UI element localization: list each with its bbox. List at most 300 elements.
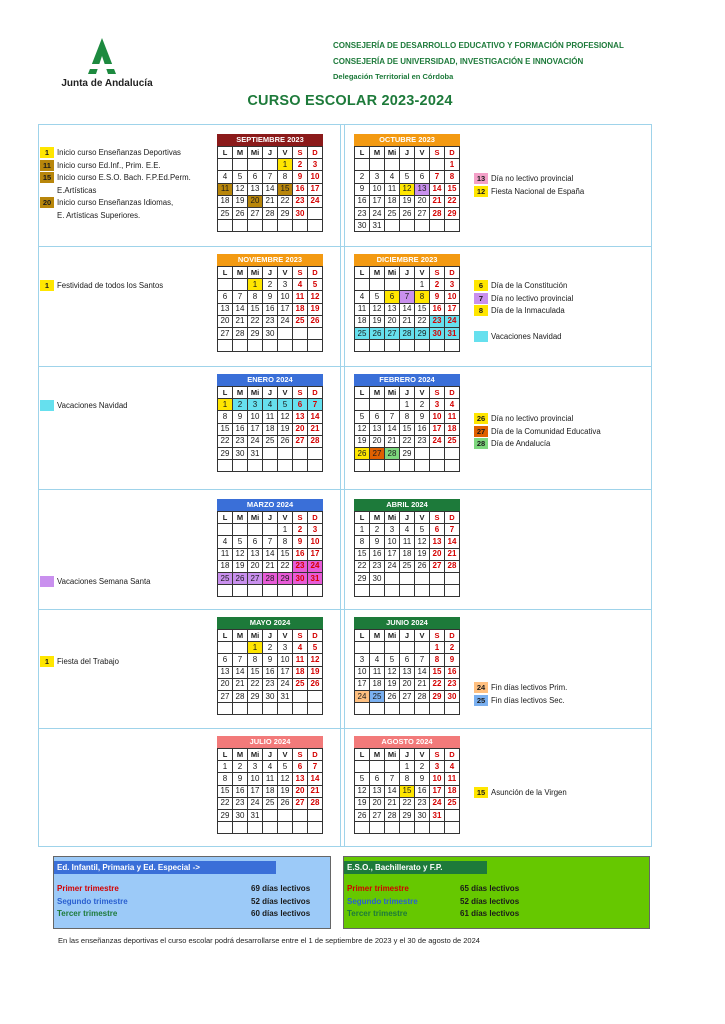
legend-text: Día no lectivo provincial [491,414,574,423]
day-cell: 2 [263,279,278,291]
day-cell: 28 [263,572,278,584]
legend-item [40,210,191,223]
day-cell [430,822,445,834]
day-cell [218,159,233,171]
day-cell [385,340,400,352]
header-line-1: CONSEJERÍA DE DESARROLLO EDUCATIVO Y FORMACIÓN PROFESIONAL [333,41,624,50]
day-cell: 19 [278,423,293,435]
day-cell [370,761,385,773]
day-cell: 10 [385,536,400,548]
day-cell: 21 [400,315,415,327]
trimester-row [347,896,520,908]
day-cell: 14 [233,303,248,315]
legend-swatch: 25 [474,695,488,706]
day-cell: 20 [400,678,415,690]
day-cell: 16 [445,666,460,678]
day-cell [445,220,460,232]
legend-item [40,160,191,173]
weekday-header: D [308,387,323,399]
weekday-header: L [218,387,233,399]
day-cell: 8 [248,291,263,303]
day-cell: 21 [308,423,323,435]
day-cell: 30 [430,327,445,339]
day-cell: 19 [370,315,385,327]
weekday-header: V [415,630,430,642]
weekday-header: L [355,147,370,159]
day-cell [218,524,233,536]
weekday-header: L [355,512,370,524]
trimester-days: 69 días lectivos [251,884,311,893]
day-cell: 5 [278,761,293,773]
day-cell: 15 [218,785,233,797]
day-cell: 27 [248,572,263,584]
day-cell [263,340,278,352]
day-cell: 21 [445,548,460,560]
day-cell [445,572,460,584]
day-cell [293,585,308,597]
day-cell [400,159,415,171]
day-cell: 12 [233,548,248,560]
legend-item [40,172,191,185]
trimester-row [57,908,311,920]
day-cell: 24 [355,690,370,702]
day-cell [233,279,248,291]
weekday-header: L [218,512,233,524]
legend-text: Fin días lectivos Prim. [491,683,568,692]
legend-text: Fin días lectivos Sec. [491,695,565,705]
day-cell: 1 [400,399,415,411]
weekday-header: M [370,512,385,524]
day-cell: 1 [278,524,293,536]
day-cell: 11 [263,411,278,423]
weekday-header: V [278,512,293,524]
grid-divider [38,124,39,846]
month-calendar [354,254,460,352]
day-cell: 20 [248,560,263,572]
day-cell [293,822,308,834]
day-cell: 3 [248,399,263,411]
day-cell: 13 [400,666,415,678]
weekday-header: Mi [385,267,400,279]
day-cell: 31 [430,809,445,821]
header-line-2: CONSEJERÍA DE UNIVERSIDAD, INVESTIGACIÓN E INNOVACIÓN [333,56,584,66]
day-cell [415,460,430,472]
day-cell: 3 [308,524,323,536]
day-cell: 30 [263,690,278,702]
day-cell: 10 [308,536,323,548]
grid-divider [344,124,345,846]
day-cell: 9 [233,411,248,423]
day-cell: 17 [430,785,445,797]
day-cell: 27 [370,809,385,821]
day-cell [278,220,293,232]
day-cell [370,822,385,834]
legend-text: Asunción de la Virgen [491,788,567,797]
day-cell: 27 [400,690,415,702]
legend-text: E.Artísticas [57,185,97,195]
day-cell [430,703,445,715]
day-cell: 27 [415,207,430,219]
legend-dec [474,280,573,318]
month-title: ABRIL 2024 [354,499,460,511]
legend-item [474,413,601,426]
day-cell: 2 [445,642,460,654]
day-cell [400,460,415,472]
day-cell: 14 [263,183,278,195]
weekday-header: S [293,147,308,159]
trimester-row [347,908,520,920]
day-cell [293,703,308,715]
day-cell: 16 [293,548,308,560]
day-cell [293,327,308,339]
day-cell: 22 [248,678,263,690]
day-cell [248,460,263,472]
day-cell: 21 [308,785,323,797]
grid-divider [340,124,341,846]
month-calendar [217,254,323,352]
day-cell: 28 [415,690,430,702]
day-cell: 22 [430,678,445,690]
day-cell: 1 [218,399,233,411]
day-cell [400,220,415,232]
day-cell: 22 [445,195,460,207]
day-cell: 7 [445,524,460,536]
day-cell: 10 [370,183,385,195]
day-cell: 16 [263,666,278,678]
day-cell [385,399,400,411]
day-cell: 23 [415,797,430,809]
month-calendar [354,736,460,834]
day-cell: 18 [263,785,278,797]
day-cell: 24 [248,797,263,809]
day-cell [370,703,385,715]
day-cell: 18 [293,303,308,315]
day-cell: 31 [248,809,263,821]
day-cell: 29 [355,572,370,584]
day-cell: 4 [400,524,415,536]
day-cell: 28 [385,447,400,459]
day-cell: 24 [278,315,293,327]
weekday-header: Mi [385,512,400,524]
month-title: MARZO 2024 [217,499,323,511]
grid-divider [38,489,652,490]
day-cell: 11 [218,548,233,560]
day-cell [355,642,370,654]
weekday-header: J [263,512,278,524]
day-cell: 29 [415,327,430,339]
day-cell [278,340,293,352]
day-cell [263,703,278,715]
header-line-3: Delegación Territorial en Córdoba [333,72,454,81]
totals-secondary-heading: E.S.O., Bachillerato y F.P. [344,861,487,874]
day-cell: 3 [248,761,263,773]
legend-jun [474,682,567,707]
weekday-header: D [308,512,323,524]
weekday-header: Mi [248,147,263,159]
day-cell: 15 [400,785,415,797]
day-cell [248,159,263,171]
legend-text: Fiesta Nacional de España [491,186,585,196]
day-cell: 29 [248,327,263,339]
day-cell: 22 [218,435,233,447]
day-cell: 25 [385,207,400,219]
weekday-header: J [400,512,415,524]
day-cell: 13 [370,785,385,797]
day-cell: 21 [430,195,445,207]
legend-text: E. Artísticas Superiores. [57,210,141,220]
day-cell: 22 [400,797,415,809]
day-cell: 25 [445,797,460,809]
day-cell: 11 [370,666,385,678]
day-cell: 23 [445,678,460,690]
weekday-header: L [218,630,233,642]
day-cell: 12 [278,411,293,423]
day-cell: 24 [445,315,460,327]
day-cell: 5 [415,524,430,536]
day-cell [293,340,308,352]
day-cell: 18 [370,678,385,690]
day-cell: 7 [430,171,445,183]
day-cell [445,340,460,352]
day-cell: 21 [263,560,278,572]
day-cell: 2 [370,524,385,536]
day-cell: 20 [370,435,385,447]
day-cell [263,524,278,536]
legend-text: Día de Andalucía [491,439,551,448]
day-cell: 23 [233,435,248,447]
trimester-days: 52 días lectivos [251,896,311,906]
day-cell: 24 [370,207,385,219]
day-cell: 16 [233,785,248,797]
weekday-header: L [355,630,370,642]
weekday-header: J [263,147,278,159]
legend-sep [40,147,191,222]
day-cell: 30 [445,690,460,702]
day-cell: 8 [218,411,233,423]
trimester-row [57,896,311,908]
day-cell: 7 [233,291,248,303]
trimester-label: Segundo trimestre [57,896,128,906]
day-cell: 12 [385,666,400,678]
month-calendar [217,617,323,715]
legend-text: Día de la Constitución [491,281,568,290]
day-cell: 4 [385,171,400,183]
day-cell: 14 [400,303,415,315]
day-cell: 26 [278,797,293,809]
day-cell: 14 [445,536,460,548]
legend-item [40,400,128,413]
day-cell [293,220,308,232]
day-cell [385,279,400,291]
weekday-header: M [233,630,248,642]
day-cell [445,822,460,834]
day-cell: 8 [445,171,460,183]
day-cell: 31 [445,327,460,339]
weekday-header: S [430,630,445,642]
day-cell: 12 [370,303,385,315]
day-cell: 11 [445,773,460,785]
day-cell: 7 [233,654,248,666]
day-cell [355,159,370,171]
day-cell: 22 [355,560,370,572]
day-cell: 11 [293,291,308,303]
day-cell: 14 [430,183,445,195]
day-cell: 27 [293,797,308,809]
day-cell: 8 [218,773,233,785]
day-cell: 2 [293,159,308,171]
day-cell [430,220,445,232]
day-cell: 18 [218,560,233,572]
day-cell: 28 [445,560,460,572]
day-cell: 18 [385,195,400,207]
day-cell [308,809,323,821]
day-cell: 15 [355,548,370,560]
day-cell: 1 [278,159,293,171]
day-cell: 27 [370,447,385,459]
day-cell: 13 [218,303,233,315]
totals-primary [53,856,331,929]
trimester-days: 52 días lectivos [460,896,520,906]
day-cell [308,447,323,459]
day-cell: 6 [370,411,385,423]
day-cell: 10 [248,411,263,423]
day-cell [293,690,308,702]
day-cell: 15 [445,183,460,195]
day-cell [400,340,415,352]
weekday-header: V [278,630,293,642]
day-cell: 22 [218,797,233,809]
day-cell: 30 [370,572,385,584]
legend-feb [474,413,601,451]
day-cell [248,340,263,352]
day-cell [355,399,370,411]
legend-swatch: 1 [40,656,54,667]
trimester-label: Primer trimestre [347,884,409,893]
legend-swatch [40,400,54,411]
legend-dec-vac [474,331,562,344]
day-cell [233,159,248,171]
weekday-header: S [430,749,445,761]
trimester-days: 61 días lectivos [460,909,520,918]
legend-swatch: 12 [474,186,488,197]
day-cell [370,340,385,352]
day-cell: 23 [415,435,430,447]
day-cell: 26 [355,809,370,821]
day-cell [400,279,415,291]
legend-item [474,695,567,708]
legend-swatch: 24 [474,682,488,693]
day-cell: 23 [263,678,278,690]
weekday-header: D [308,749,323,761]
day-cell: 18 [263,423,278,435]
legend-item [474,173,584,186]
legend-item [474,280,573,293]
day-cell [233,220,248,232]
day-cell: 29 [278,572,293,584]
day-cell: 28 [233,690,248,702]
legend-text: Inicio curso Enseñanzas Idiomas, [57,198,174,207]
weekday-header: D [445,267,460,279]
grid-divider [38,366,652,367]
day-cell: 6 [248,536,263,548]
day-cell: 12 [400,183,415,195]
day-cell: 7 [400,291,415,303]
day-cell: 4 [218,536,233,548]
day-cell: 21 [233,678,248,690]
day-cell: 7 [385,411,400,423]
day-cell [293,460,308,472]
day-cell: 26 [415,560,430,572]
day-cell: 8 [400,411,415,423]
day-cell: 14 [415,666,430,678]
weekday-header: V [415,147,430,159]
month-calendar [354,617,460,715]
legend-item [40,197,191,210]
day-cell: 13 [248,183,263,195]
day-cell: 4 [263,761,278,773]
day-cell: 31 [248,447,263,459]
day-cell: 24 [278,678,293,690]
weekday-header: M [370,267,385,279]
day-cell: 6 [248,171,263,183]
weekday-header: M [233,267,248,279]
weekday-header: S [293,387,308,399]
day-cell [278,585,293,597]
month-title: SEPTIEMBRE 2023 [217,134,323,146]
weekday-header: D [308,630,323,642]
weekday-header: M [370,630,385,642]
trimester-row [57,883,311,895]
legend-text: Vacaciones Navidad [491,332,562,341]
trimester-label: Tercer trimestre [57,909,118,918]
legend-item [474,682,567,695]
weekday-header: J [263,267,278,279]
day-cell: 1 [400,761,415,773]
day-cell [263,447,278,459]
footnote: En las enseñanzas deportivas el curso escolar podrá desarrollarse entre el 1 de septiembre de 2023 y el 30 de agosto de 2024 [58,936,480,945]
day-cell: 16 [233,423,248,435]
day-cell: 3 [445,279,460,291]
day-cell: 15 [248,666,263,678]
weekday-header: S [430,147,445,159]
day-cell: 25 [400,560,415,572]
day-cell: 20 [248,195,263,207]
day-cell: 25 [370,690,385,702]
day-cell: 24 [430,797,445,809]
day-cell: 9 [430,291,445,303]
day-cell: 13 [385,303,400,315]
day-cell [415,220,430,232]
day-cell [233,460,248,472]
day-cell: 2 [293,524,308,536]
day-cell: 2 [415,761,430,773]
day-cell: 11 [293,654,308,666]
grid-divider [38,609,652,610]
day-cell: 5 [370,291,385,303]
day-cell [308,340,323,352]
day-cell [400,572,415,584]
day-cell: 10 [355,666,370,678]
weekday-header: V [415,267,430,279]
day-cell: 9 [263,291,278,303]
day-cell [385,822,400,834]
day-cell: 18 [445,785,460,797]
day-cell: 19 [233,560,248,572]
day-cell: 11 [385,183,400,195]
legend-text: Inicio curso Enseñanzas Deportivas [57,148,181,157]
weekday-header: J [400,267,415,279]
weekday-header: J [400,387,415,399]
